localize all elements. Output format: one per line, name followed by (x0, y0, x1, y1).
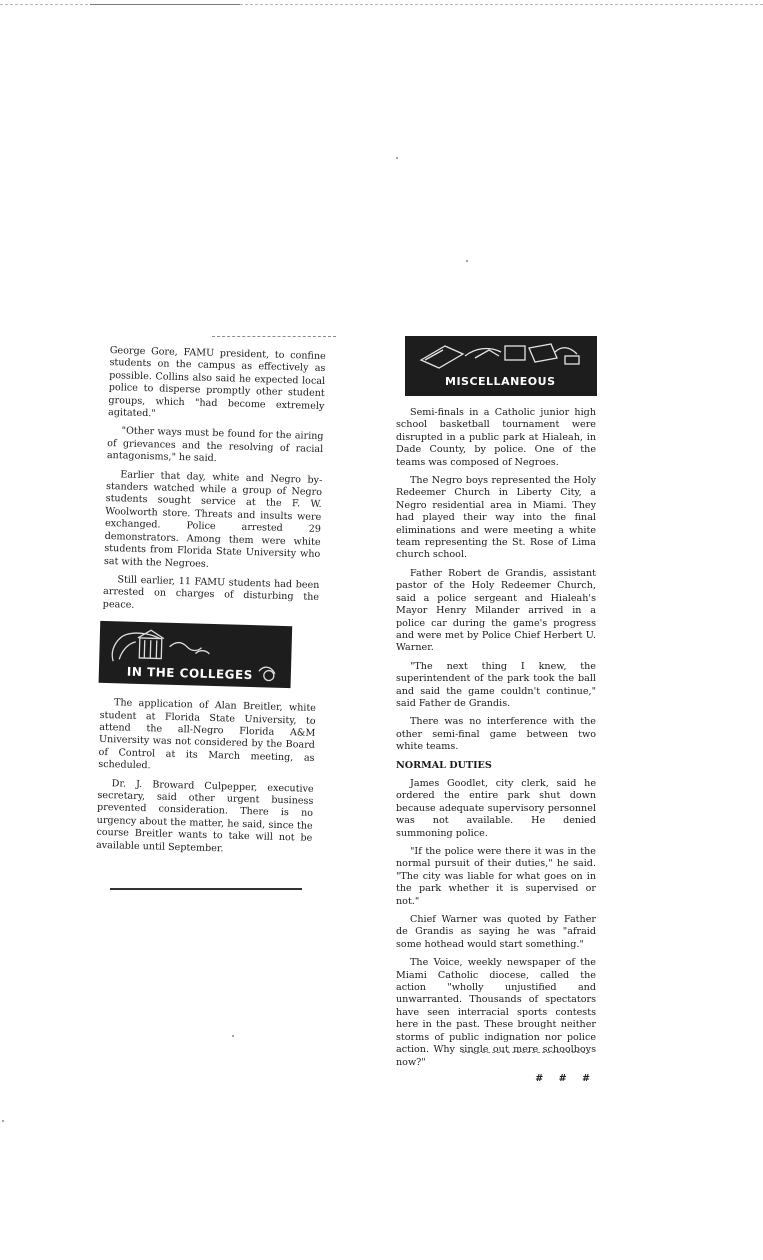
right-paragraph: "If the police were there it was in the normal pursuit of their duties," he said. "The city was liable for what goes on in the park whether it is supervised or not." (396, 846, 596, 907)
right-paragraph: There was no interference with the other semi-final game between two white teams. (396, 716, 596, 753)
right-paragraph: The Negro boys represented the Holy Redeemer Church in Liberty City, a Negro residential area in Miami. They had played their way into the final eliminations and were meeting a white team representing the St. Rose of Lima church school. (396, 475, 596, 561)
right-paragraph: Semi-finals in a Catholic junior high school basketball tournament were disrupted in a public park at Hialeah, in Dade County, by police. One of the teams was composed of Negroes. (396, 407, 596, 468)
normal-duties-subhead: NORMAL DUTIES (396, 759, 492, 771)
miscellaneous-label: MISCELLANEOUS (445, 375, 556, 388)
left-paragraph: Still earlier, 11 FAMU students had been arrested on charges of disturbing the peace. (102, 574, 320, 611)
scan-speck (232, 1035, 234, 1037)
right-paragraph: Father Robert de Grandis, assistant pastor of the Holy Redeemer Church, said a police sergeant and Hialeah's Mayor Henry Milander arrived in a police car during the game's progress and were met by Police Chief Herbert U. Warner. (396, 567, 596, 654)
scan-speck (396, 157, 398, 159)
left-paragraph: The application of Alan Breitler, white student at Florida State University, to attend the all-Negro Florida A&M University was not considered by the Board of Control at its March meeting, as scheduled. (98, 697, 317, 772)
in-the-colleges-banner (99, 621, 293, 688)
right-column (396, 407, 596, 1085)
in-the-colleges-label: IN THE COLLEGES (126, 664, 254, 682)
end-mark: # # # (535, 1072, 596, 1084)
left-paragraph: Earlier that day, white and Negro by-standers watched while a group of Negro students sought service at the F. W. Woolworth store. Threats and insults were exchanged. Police arrested 29 demonstrators. Among them were white students from Florida State University who sat with the Negroes. (103, 468, 323, 570)
column-bottom-rule (110, 888, 302, 890)
left-paragraph: "Other ways must be found for the airing of grievances and the resolving of racial antagonisms," he said. (106, 425, 324, 465)
page-edge-solid-line (90, 4, 240, 5)
column-top-rule (212, 336, 336, 337)
left-column (96, 345, 326, 864)
left-paragraph: George Gore, FAMU president, to confine students on the campus as effectively as possible. Collins also said he expected local police to disperse promptly other student groups, which "had become extremely agitated." (107, 345, 326, 420)
right-paragraph: The Voice, weekly newspaper of the Miami Catholic diocese, called the action "wholly unjustified and unwarranted. Thousands of spectators have seen interracial sports contests here in the past. These brought neither storms of public indignation nor police action. Why single out mere schoolboys now?" (396, 957, 596, 1068)
right-paragraph: "The next thing I knew, the superintendent of the park took the ball and said the game couldn't continue," said Father de Grandis. (396, 660, 596, 709)
left-paragraph: Dr. J. Broward Culpepper, executive secretary, said other urgent business prevented consideration. There is no urgency about the matter, he said, since the course Breitler wants to take will not be available until September. (95, 777, 314, 854)
right-paragraph: Chief Warner was quoted by Father de Grandis as saying he was "afraid some hothead would start something." (396, 914, 596, 950)
scan-speck (2, 1120, 4, 1122)
miscellaneous-banner (405, 336, 597, 396)
scan-speck (466, 260, 468, 262)
page-bottom-rule (462, 1052, 590, 1053)
right-paragraph: James Goodlet, city clerk, said he ordered the entire park shut down because adequate supervisory personnel was not available. He denied summoning police. (396, 777, 596, 839)
